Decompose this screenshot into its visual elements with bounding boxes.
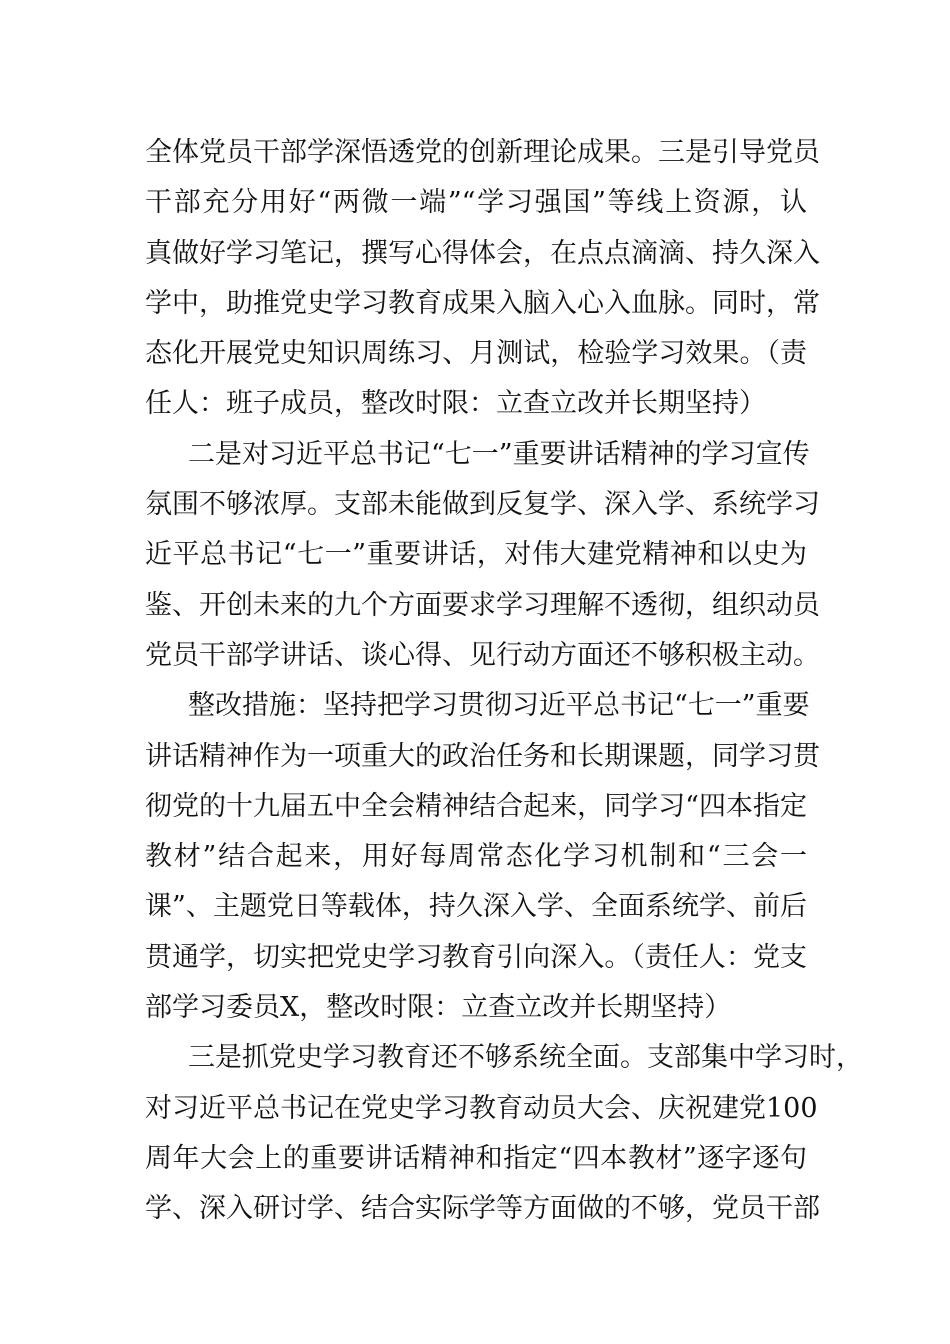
text-line: 讲话精神作为一项重大的政治任务和长期课题，同学习贯 xyxy=(145,740,820,772)
text-line: 全体党员干部学深悟透党的创新理论成果。三是引导党员 xyxy=(145,137,820,168)
text-line: 氛围不够浓厚。支部未能做到反复学、深入学、系统学习 xyxy=(145,489,820,521)
text-line: 课”、主题党日等载体，持久深入学、全面系统学、前后 xyxy=(145,891,807,923)
text-line: 教材”结合起来，用好每周常态化学习机制和“三会一 xyxy=(145,841,807,873)
paragraph-start-line: 三是抓党史学习教育还不够系统全面。支部集中学习时， xyxy=(188,1042,863,1074)
text-line: 周年大会上的重要讲话精神和指定“四本教材”逐字逐句 xyxy=(145,1142,807,1174)
paragraph-start-line: 整改措施：坚持把学习贯彻习近平总书记“七一”重要 xyxy=(188,690,810,722)
text-line: 彻党的十九届五中全会精神结合起来，同学习“四本指定 xyxy=(145,790,807,822)
text-line: 近平总书记“七一”重要讲话，对伟大建党精神和以史为 xyxy=(145,539,807,571)
text-line: 党员干部学讲话、谈心得、见行动方面还不够积极主动。 xyxy=(145,639,820,671)
text-line: 贯通学，切实把党史学习教育引向深入。（责任人：党支 xyxy=(145,941,807,973)
text-line: 部学习委员X，整改时限：立查立改并长期坚持） xyxy=(145,992,732,1024)
document-body xyxy=(145,128,863,1235)
paragraph-start-line: 二是对习近平总书记“七一”重要讲话精神的学习宣传 xyxy=(188,438,810,470)
text-line: 态化开展党史知识周练习、月测试，检验学习效果。（责 xyxy=(145,338,807,370)
text-line: 鉴、开创未来的九个方面要求学习理解不透彻，组织动员 xyxy=(145,589,820,621)
text-line: 学、深入研讨学、结合实际学等方面做的不够，党员干部 xyxy=(145,1193,820,1225)
text-line: 任人：班子成员，整改时限：立查立改并长期坚持） xyxy=(145,388,766,420)
text-line: 对习近平总书记在党史学习教育动员大会、庆祝建党100 xyxy=(145,1092,818,1124)
text-line: 真做好学习笔记，撰写心得体会，在点点滴滴、持久深入 xyxy=(145,237,820,269)
text-line: 干部充分用好“两微一端”“学习强国”等线上资源，认 xyxy=(145,187,807,219)
text-line: 学中，助推党史学习教育成果入脑入心入血脉。同时，常 xyxy=(145,287,820,319)
